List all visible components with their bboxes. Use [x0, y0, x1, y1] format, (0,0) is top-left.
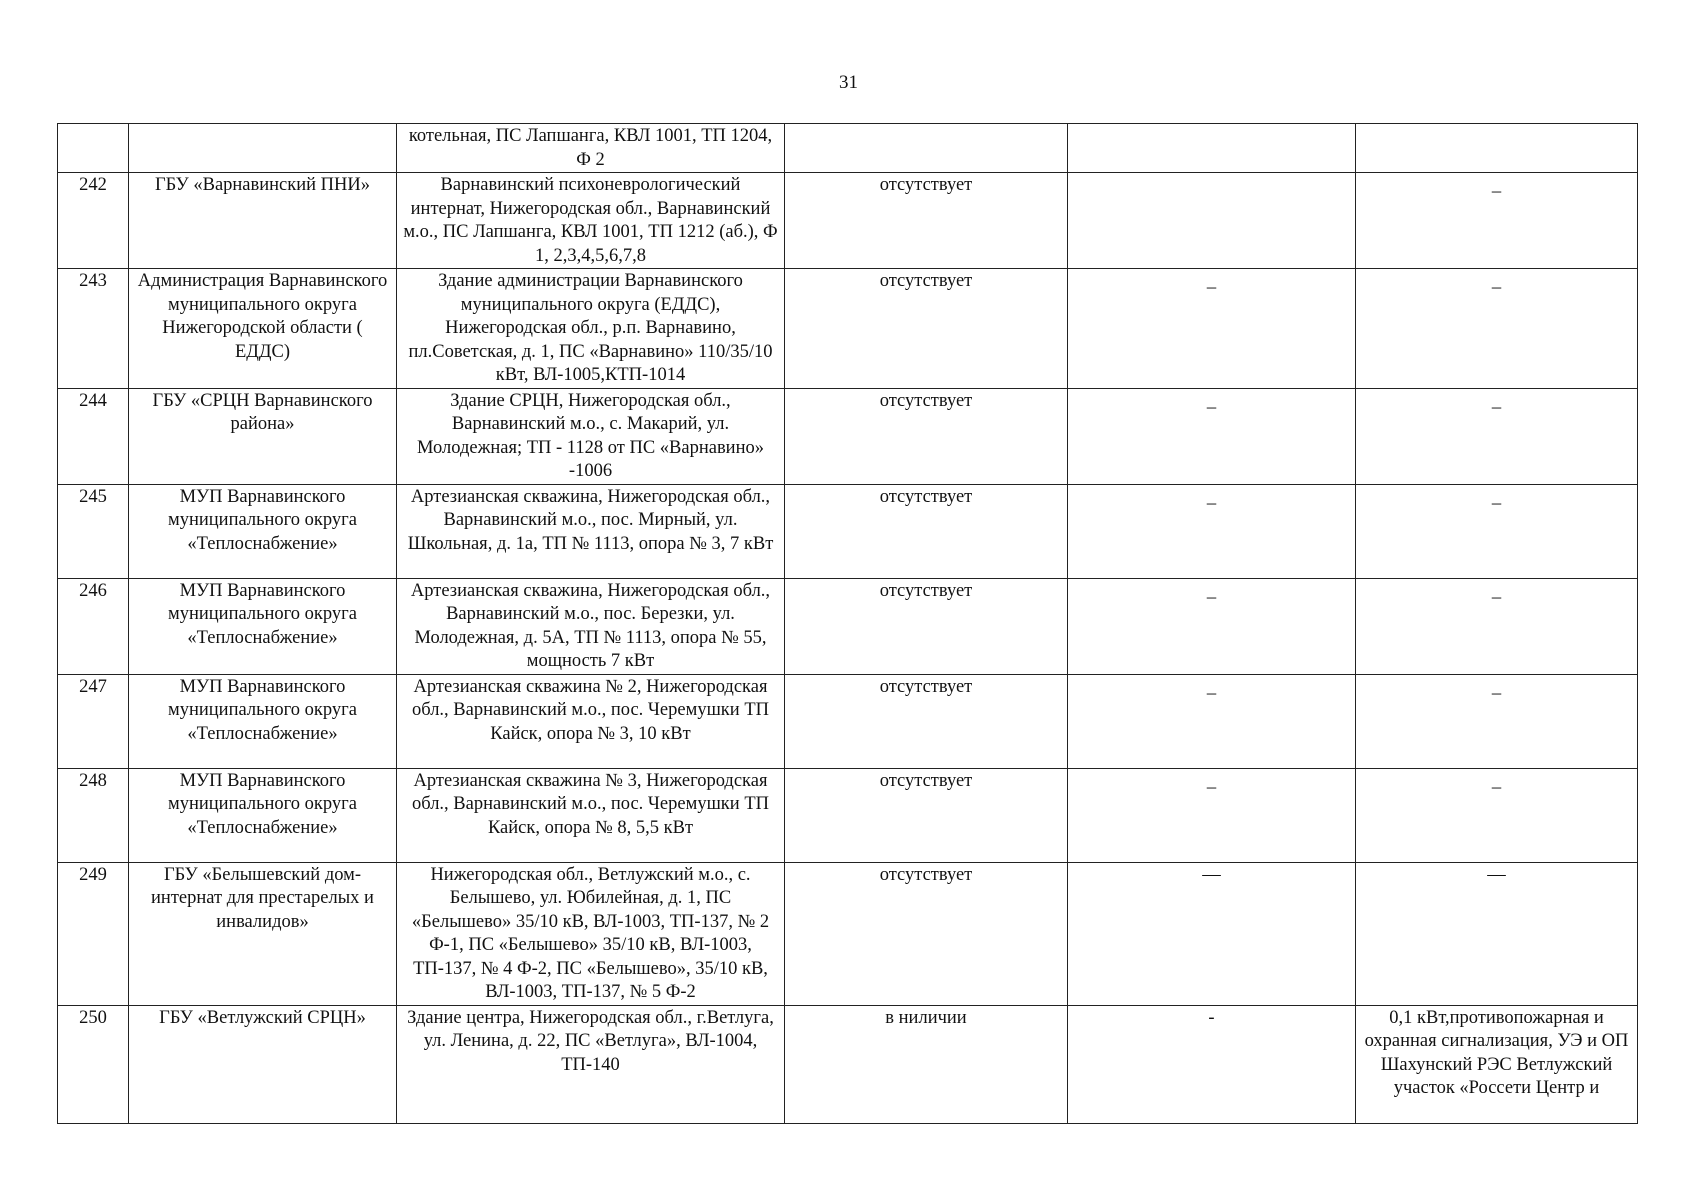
table-row — [58, 768, 1638, 862]
table-row — [58, 578, 1638, 674]
row-number-cell: 247 — [58, 674, 129, 768]
column-5-cell — [1068, 173, 1356, 269]
column-6-cell — [1356, 124, 1638, 173]
page-number: 31 — [839, 72, 858, 93]
column-5-cell: — — [1068, 862, 1356, 1005]
row-number-cell — [58, 124, 129, 173]
status-cell: отсутствует — [785, 674, 1068, 768]
column-6-cell: _ — [1356, 269, 1638, 389]
row-number-cell: 250 — [58, 1005, 129, 1123]
table-row — [58, 388, 1638, 484]
status-cell: отсутствует — [785, 388, 1068, 484]
column-5-cell — [1068, 124, 1356, 173]
status-cell: отсутствует — [785, 484, 1068, 578]
address-cell: Здание центра, Нижегородская обл., г.Ветлуга, ул. Ленина, д. 22, ПС «Ветлуга», ВЛ-1004, ТП-140 — [397, 1005, 785, 1123]
column-5-cell: _ — [1068, 484, 1356, 578]
status-cell: отсутствует — [785, 768, 1068, 862]
organization-cell: ГБУ «Белышевский дом-интернат для престарелых и инвалидов» — [129, 862, 397, 1005]
column-5-cell: _ — [1068, 578, 1356, 674]
organization-cell: ГБУ «Варнавинский ПНИ» — [129, 173, 397, 269]
column-6-cell: _ — [1356, 173, 1638, 269]
table-row — [58, 1005, 1638, 1123]
organization-cell: МУП Варнавинского муниципального округа «Теплоснабжение» — [129, 674, 397, 768]
column-6-cell: _ — [1356, 388, 1638, 484]
address-cell: Артезианская скважина № 3, Нижегородская обл., Варнавинский м.о., пос. Черемушки ТП Кайск, опора № 8, 5,5 кВт — [397, 768, 785, 862]
row-number-cell: 249 — [58, 862, 129, 1005]
table-row — [58, 173, 1638, 269]
column-6-cell: _ — [1356, 768, 1638, 862]
address-cell: котельная, ПС Лапшанга, КВЛ 1001, ТП 1204, Ф 2 — [397, 124, 785, 173]
row-number-cell: 245 — [58, 484, 129, 578]
organization-cell: МУП Варнавинского муниципального округа «Теплоснабжение» — [129, 768, 397, 862]
table-row — [58, 674, 1638, 768]
organization-cell: МУП Варнавинского муниципального округа «Теплоснабжение» — [129, 484, 397, 578]
column-5-cell: _ — [1068, 269, 1356, 389]
organization-cell: Администрация Варнавинского муниципального округа Нижегородской области ( ЕДДС) — [129, 269, 397, 389]
table-row — [58, 269, 1638, 389]
address-cell: Артезианская скважина, Нижегородская обл., Варнавинский м.о., пос. Березки, ул. Молодежная, д. 5А, ТП № 1113, опора № 55, мощность 7 кВт — [397, 578, 785, 674]
address-cell: Нижегородская обл., Ветлужский м.о., с. Белышево, ул. Юбилейная, д. 1, ПС «Белышево» 35/10 кВ, ВЛ-1003, ТП-137, № 2 Ф-1, ПС «Белышево» 35/10 кВ, ВЛ-1003, ТП-137, № 4 Ф-2, ПС «Белышево», 35/10 кВ, ВЛ-1003, ТП-137, № 5 Ф-2 — [397, 862, 785, 1005]
address-cell: Артезианская скважина № 2, Нижегородская обл., Варнавинский м.о., пос. Черемушки ТП Кайск, опора № 3, 10 кВт — [397, 674, 785, 768]
column-6-cell: _ — [1356, 578, 1638, 674]
address-cell: Здание администрации Варнавинского муниципального округа (ЕДДС), Нижегородская обл., р.п. Варнавино, пл.Советская, д. 1, ПС «Варнавино» 110/35/10 кВт, ВЛ-1005,КТП-1014 — [397, 269, 785, 389]
status-cell: отсутствует — [785, 269, 1068, 389]
organization-cell: ГБУ «Ветлужский СРЦН» — [129, 1005, 397, 1123]
column-5-cell: - — [1068, 1005, 1356, 1123]
column-5-cell: _ — [1068, 674, 1356, 768]
column-6-cell: 0,1 кВт,противопожарная и охранная сигнализация, УЭ и ОП Шахунский РЭС Ветлужский участок «Россети Центр и — [1356, 1005, 1638, 1123]
address-cell: Варнавинский психоневрологический интернат, Нижегородская обл., Варнавинский м.о., ПС Лапшанга, КВЛ 1001, ТП 1212 (аб.), Ф 1, 2,3,4,5,6,7,8 — [397, 173, 785, 269]
organization-cell: ГБУ «СРЦН Варнавинского района» — [129, 388, 397, 484]
row-number-cell: 242 — [58, 173, 129, 269]
table-row — [58, 124, 1638, 173]
status-cell: в ниличии — [785, 1005, 1068, 1123]
column-6-cell: — — [1356, 862, 1638, 1005]
column-6-cell: _ — [1356, 484, 1638, 578]
status-cell — [785, 124, 1068, 173]
status-cell: отсутствует — [785, 173, 1068, 269]
column-6-cell: _ — [1356, 674, 1638, 768]
row-number-cell: 248 — [58, 768, 129, 862]
row-number-cell: 244 — [58, 388, 129, 484]
table-row — [58, 862, 1638, 1005]
column-5-cell: _ — [1068, 388, 1356, 484]
status-cell: отсутствует — [785, 862, 1068, 1005]
address-cell: Артезианская скважина, Нижегородская обл., Варнавинский м.о., пос. Мирный, ул. Школьная, д. 1а, ТП № 1113, опора № 3, 7 кВт — [397, 484, 785, 578]
infrastructure-table — [57, 123, 1638, 1124]
column-5-cell: _ — [1068, 768, 1356, 862]
table-row — [58, 484, 1638, 578]
organization-cell — [129, 124, 397, 173]
organization-cell: МУП Варнавинского муниципального округа «Теплоснабжение» — [129, 578, 397, 674]
row-number-cell: 246 — [58, 578, 129, 674]
status-cell: отсутствует — [785, 578, 1068, 674]
address-cell: Здание СРЦН, Нижегородская обл., Варнавинский м.о., с. Макарий, ул. Молодежная; ТП - 1128 от ПС «Варнавино» -1006 — [397, 388, 785, 484]
row-number-cell: 243 — [58, 269, 129, 389]
